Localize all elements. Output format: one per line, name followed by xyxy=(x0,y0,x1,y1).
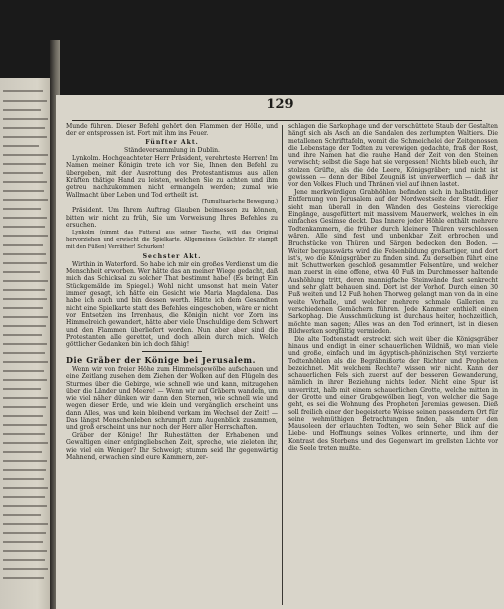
paragraph: Wirthin in Waterford. So habe ich mir ein großes Verdienst um die Menschheit erworben. Wer hätte das an meiner Wiege gedacht, daß mich das Schicksal zu solcher That bestimmt habe! (Es bringt Ein Stückgemälde im Spiegel.) Wohl nicht umsonst hat mein Vater immer gesagt, ich hätte ein Gesicht wie Maria Magdalena. Das habe ich auch und bin dessen werth. Hätte ich dem Gesandten nicht eine Spielkarte statt des Befehles eingeschoben, wäre er nicht vor Entsetzen ins Irrenhaus, die Königin nicht vor Zorn ins Himmelreich gewandert, hätte aber viele Unschuldige dem Schwert und den Flammen überliefert worden. Nun aber aber sind die Protestanten alle gerettet, und doch allein durch mich. Welch göttlicher Gedanken bin ich doch fähig! xyxy=(66,260,278,349)
column-divider xyxy=(282,125,283,605)
paragraph: Die alte Todtenstadt erstreckt sich weit über die Königsgräber hinaus und endigt in einer schauerlichen Wildniß, wo man viele und große, einfach und im ägyptisch-phönizischen Styl verzierte Todtenhöhlen als die Begräbnißorte der Richter und Propheten bezeichnet. Mit welchem Rechte? wissen wir nicht. Kann der schauerlichen Fels sich zuerst auf der besseren Gewanderung, nämlich in ihrer Beziehung nichts leder. Nicht eine Spur ist unverritzt, halb mit einem schauerlichen Grotte, welche mitten in der Grotte und einer Grabgewölben liegt, von welcher die Sage geht, es sei die Wohnung des Propheten Jeremias gewesen. Dieß soll freilich einer der begeisterte Weisse seinen passendern Ort für seine wehmüthigen Betrachtungen finden, als unter den Mausoleen der erlauchten Todten, wo sein Seher Blick auf die Liebe- und Hoffnungs seines Volkes erinnerte, und ihm der Kontrast des Sterbens und des Gegenwart im grellsten Lichte vor die Seele treten mußte. xyxy=(288,335,498,453)
section-rule xyxy=(142,351,202,352)
paragraph: schlagen die Sarkophage und der verschüttete Staub der Gestalten hängt sich als Asch an die Sandalen des zerlumpten Waltiers. Die metallenen Schrifttafeln, womit die Schmeichelei der Zeitgenossen die Lebenstage der Todten zu verewigen gedachte, fraß der Rost, und ihre Namen hat die rauhe Hand der Zeit von den Steinen verwischt; selbst die Sage hat sie vergessen! Nichts blieb euch, ihr stolzen Grüfte, als die öde Leere, Königsgräber; und nicht ist gewissen — denn der Bibel Zeugniß ist unverwerflich — daß ihr vor den Volkes Fluch und Thränen viel auf ihnen lastet. xyxy=(288,123,498,189)
act-heading: Fünfter Akt. xyxy=(145,138,199,146)
paragraph: Wenn wir von freier Höhe zum Himmelsgewölbe aufschauen und eine Zeitlang zusehen dem Ziehen der Wolken auf den Flügeln des Sturmes über die Gebirge, wie schnell wie und kann, mitzugehen über die Länder und Meere! — Wenn wir auf Gräbern wandeln, um wie viel näher dünken wir dann den Sternen, wie schnell wie und wegen dieser Erde, und wie klein und vergänglich erscheint uns dann Alles, was und kein bleibend verkam im Wechsel der Zeit! — Das längst Menschenleben schrumpft zum Augenblick zusammen, und groß erscheint uns nur noch der Herr aller Herrschaften. xyxy=(66,365,278,432)
header-rule xyxy=(72,120,482,121)
page-header xyxy=(56,95,504,125)
right-column xyxy=(288,123,498,453)
section-title: Die Gräber der Könige bei Jerusalem. xyxy=(66,355,256,366)
paragraph: Jene merkwürdigen Grabhöhlen befinden sich in halbstündiger Entfernung von Jerusalem auf der Nordwestseite der Stadt. Hier sieht man überall in den Wänden des Gesteins viereckige Eingänge, ausgefüttert mit massivem Mauerwerk, welches in ein einfaches Gesimse deckt. Das Innere jeder Höhle enthält mehrere Todtenkammern, die früher durch kleinere Thüren verschlossen wären. Alle sind fest und unbenkbar Zeit erbrochen und Bruchstücke von Thüren und Särgen bedecken den Boden. — Weiter bergauswärts wird die Felsenbildung großartiger, und dort ist's, wo die Königsgräber zu finden sind. Zu derselben führt eine mit Schuttwerken geschloß gesammtler Felsentüre, und welcher man zuerst in eine offene, etwa 40 Fuß im Durchmesser haltende Aushöhlung tritt, deren mannigfache Steinwände fast senkrecht und sehr glatt behauen sind. Dort ist der Vorhof. Durch einen 30 Fuß weiten und 12 Fuß hohen Thorweg gelangt man von da in eine weite Vorhalle, und welcher mehrere schmale Gallerien zu verschiedenen Gemächern führen. Jede Kammer enthielt einen Sarkophag. Die Ausschmückung ist durchaus heiter, hochzeitlich, möchte man sagen; Alles was an den Tod erinnert, ist in diesen Bildwerken sorgfältig vermieden. xyxy=(288,189,498,335)
left-page-edge xyxy=(0,78,54,609)
left-column xyxy=(66,123,278,462)
paragraph: Lynkolm. Hochgeachteter Herr Präsident, verehrteste Herren! Im Namen meiner Königin trete ich vor Sie, Ihnen den Befehl zu übergeben, mit der Ausrottung des Protestantismus aus allen Kräften thätige Hand zu leisten, welchen Sie zu achten und ihm getreu nachzukommen nicht ermangeln werden; zumal wie Wallmacht über Leben und Tod ertheilt ist. xyxy=(66,155,278,199)
stage-direction: (Tumultuarische Bewegung.) xyxy=(201,199,278,206)
book-page xyxy=(56,95,504,609)
paragraph: Munde führen. Dieser Befehl gehört den Flammen der Hölle, und der er entsprossen ist. Fort mit ihm ins Feuer. xyxy=(66,123,278,138)
act-heading: Sechster Akt. xyxy=(142,252,202,260)
paragraph: Präsident. Um Ihrem Auftrag Glauben beimessen zu können, bitten wir nicht zu früh, Sie um Vorweisung Ihres Befehles zu ersuchen. xyxy=(66,207,278,229)
page-number: 129 xyxy=(266,97,294,112)
paragraph: Gräber der Könige! Ihr Ruhestätten der Erhabenen und Gewaltigen einer entgingliebschen Zeit, spreche, wie zieleten ihr, wie viel ein Weniger? Ihr Schweigt; stumm seid Ihr gegenwärtig Mahnend, erwachen sind eure Kammern, zer- xyxy=(66,432,278,461)
act-title: Ständeversammlung in Dublin. xyxy=(124,146,220,154)
paragraph: Lynkolm (nimmt das Futteral aus seiner Tasche, will das Original hervorziehen und erwischt die Spielkarte. Allgemeines Gelächter. Er stampft mit den Füßen) Verräther! Schurken! xyxy=(66,229,278,251)
